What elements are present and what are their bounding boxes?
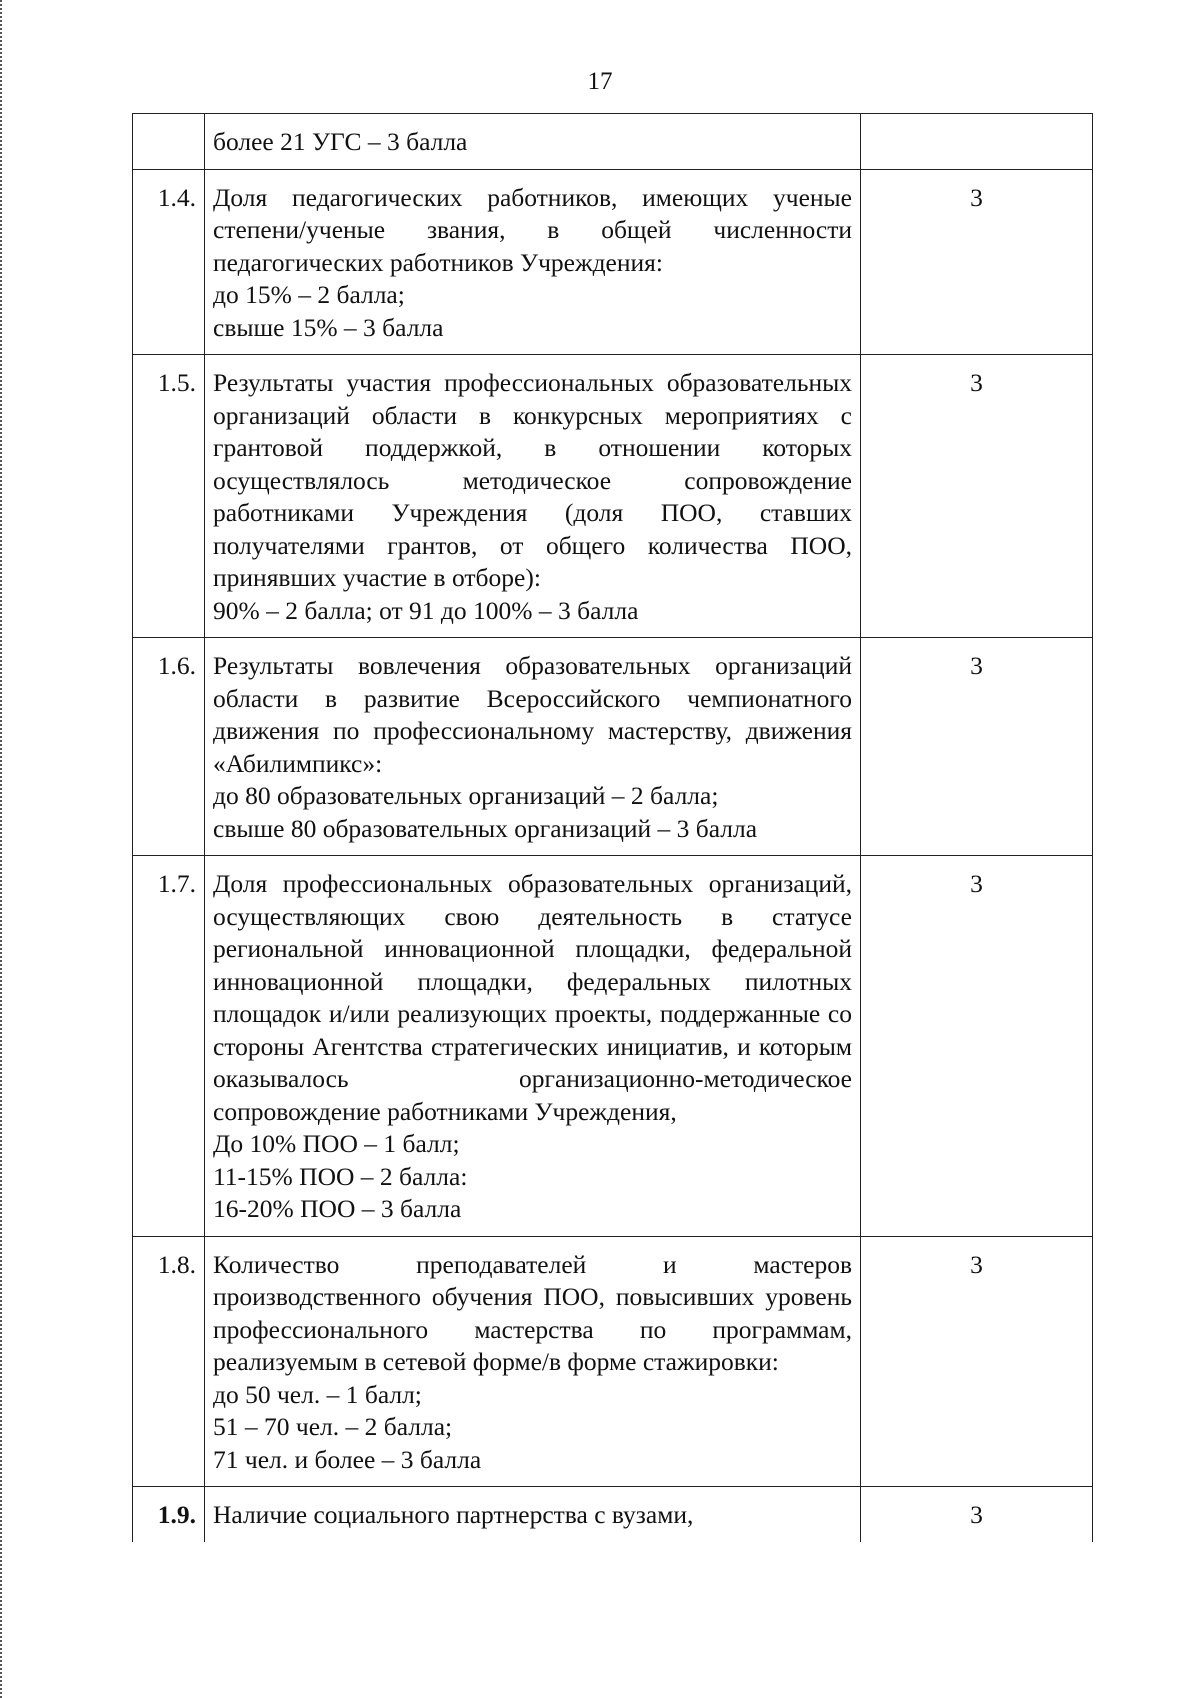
max-score: 3 — [861, 1487, 1093, 1542]
criterion-scale-line: 90% – 2 балла; от 91 до 100% – 3 балла — [213, 595, 639, 625]
table-row — [133, 856, 1093, 1237]
criterion-scale-line: до 15% – 2 балла; — [213, 280, 405, 309]
row-number — [133, 114, 205, 170]
criterion-description: Наличие социального партнерства с вузами, — [213, 1500, 694, 1529]
max-score: 3 — [861, 856, 1093, 1237]
max-score: 3 — [861, 638, 1093, 856]
criterion-cell — [205, 856, 861, 1237]
page-number: 17 — [587, 68, 613, 95]
criterion-scale-line: до 50 чел. – 1 балл; — [213, 1379, 422, 1409]
max-score: 3 — [861, 169, 1093, 355]
criteria-table-body — [133, 114, 1093, 1542]
criterion-scale-line: более 21 УГС – 3 балла — [213, 127, 468, 156]
criterion-description: Результаты вовлечения образовательных организаций области в развитие Всероссийского чемпионатного движения по профессиональному мастерству, движения «Абилимпикс»: — [213, 651, 852, 778]
table-row — [133, 355, 1093, 638]
criterion-cell — [205, 1487, 861, 1542]
criterion-cell — [205, 169, 861, 355]
criterion-scale-line: 11-15% ПОО – 2 балла: — [213, 1161, 468, 1191]
table-row — [133, 1236, 1093, 1487]
criterion-scale-line: до 80 образовательных организаций – 2 балла; — [213, 781, 719, 810]
criterion-description: Доля педагогических работников, имеющих ученые степени/ученые звания, в общей численности педагогических работников Учреждения: — [213, 182, 852, 277]
row-number: 1.4. — [133, 169, 205, 355]
table-row — [133, 638, 1093, 856]
criterion-scale-line: До 10% ПОО – 1 балл; — [213, 1129, 460, 1158]
max-score — [861, 114, 1093, 170]
criterion-description: Доля профессиональных образовательных организаций, осуществляющих свою деятельность в статусе региональной инновационной площадки, федеральной инновационной площадки, федеральных пилотных площадок и/или реализующих проекты, поддержанные со стороны Агентства стратегических инициатив, и которым оказывалось организационно-методическое сопровождение работниками Учреждения, — [213, 869, 852, 1126]
max-score: 3 — [861, 1236, 1093, 1487]
criterion-scale-line: 16-20% ПОО – 3 балла — [213, 1194, 462, 1223]
criterion-cell — [205, 1236, 861, 1487]
criterion-cell — [205, 638, 861, 856]
criterion-cell — [205, 355, 861, 638]
row-number: 1.8. — [133, 1236, 205, 1487]
row-number: 1.9. — [133, 1487, 205, 1542]
criterion-description: Результаты участия профессиональных образовательных организаций области в конкурсных мероприятиях с грантовой поддержкой, в отношении которых осуществлялось методическое сопровождение работниками Учреждения (доля ПОО, ставших получателями грантов, от общего количества ПОО, принявших участие в отборе): — [213, 368, 852, 592]
criterion-scale-line: 71 чел. и более – 3 балла — [213, 1444, 482, 1474]
table-row — [133, 114, 1093, 170]
row-number: 1.7. — [133, 856, 205, 1237]
criterion-scale-line: свыше 15% – 3 балла — [213, 312, 444, 342]
criterion-scale-line: свыше 80 образовательных организаций – 3 балла — [213, 813, 758, 843]
row-number: 1.6. — [133, 638, 205, 856]
criterion-cell — [205, 114, 861, 170]
scan-edge — [0, 0, 5, 1698]
max-score: 3 — [861, 355, 1093, 638]
criterion-description: Количество преподавателей и мастеров производственного обучения ПОО, повысивших уровень профессионального мастерства по программам, реализуемым в сетевой форме/в форме стажировки: — [213, 1249, 852, 1376]
criteria-table — [132, 113, 1093, 1542]
table-row — [133, 169, 1093, 355]
row-number: 1.5. — [133, 355, 205, 638]
criterion-scale-line: 51 – 70 чел. – 2 балла; — [213, 1412, 453, 1441]
table-row — [133, 1487, 1093, 1542]
